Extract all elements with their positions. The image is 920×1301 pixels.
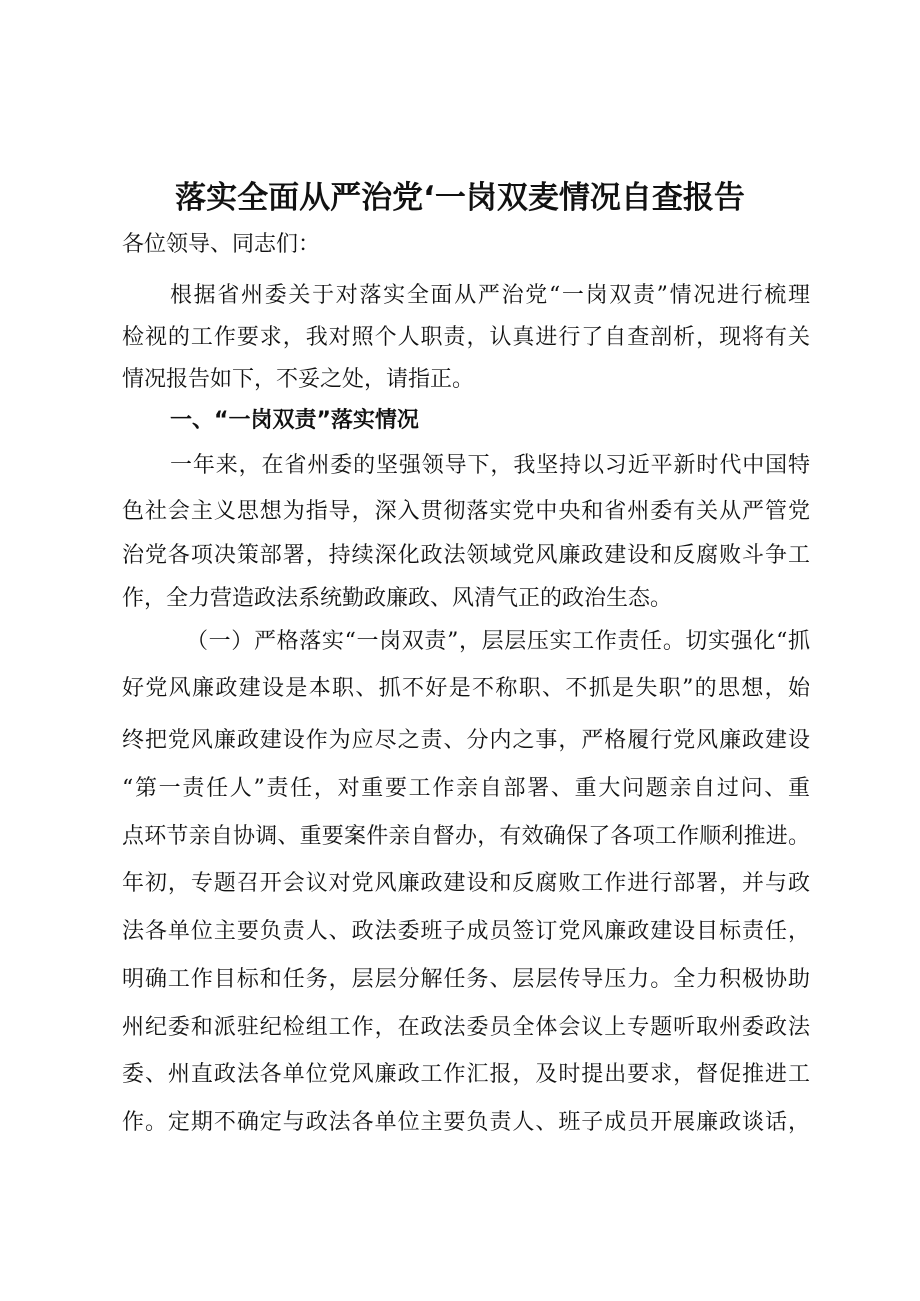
subsection-line-4: “第一责任人”责任，对重要工作亲自部署、重大问题亲自过问、重 — [122, 776, 810, 801]
intro-line-2: 检视的工作要求，我对照个人职责，认真进行了自查剖析，现将有关 — [122, 325, 810, 350]
subsection-line-3: 终把党风廉政建设作为应尽之责、分内之事，严格履行党风廉政建设 — [122, 728, 810, 753]
subsection-line-5: 点环节亲自协调、重要案件亲自督办，有效确保了各项工作顺利推进。 — [122, 824, 810, 849]
subsection-line-8: 明确工作目标和任务，层层分解任务、层层传导压力。全力积极协助 — [122, 967, 810, 992]
intro-line-3: 情况报告如下，不妥之处，请指正。 — [122, 367, 475, 392]
document-title: 落实全面从严治党‘一岗双麦情况自查报告 — [175, 180, 745, 216]
subsection-line-11: 作。定期不确定与政法各单位主要负责人、班子成员开展廉政谈话， — [122, 1110, 810, 1135]
section-paragraph-line-3: 治党各项决策部署，持续深化政法领域党风廉政建设和反腐败斗争工 — [122, 543, 810, 568]
subsection-line-10: 委、州直政法各单位党风廉政工作汇报，及时提出要求，督促推进工 — [122, 1062, 810, 1087]
subsection-line-1: （一）严格落实“一岗双责”，层层压实工作责任。切实强化“抓 — [186, 629, 810, 654]
subsection-line-9: 州纪委和派驻纪检组工作，在政法委员全体会议上专题听取州委政法 — [122, 1015, 810, 1040]
section-paragraph-line-4: 作，全力营造政法系统勤政廉政、风清气正的政治生态。 — [122, 586, 673, 611]
section-heading: 一、“一岗双责”落实情况 — [170, 408, 419, 433]
salutation: 各位领导、同志们： — [122, 232, 321, 257]
section-paragraph-line-1: 一年来，在省州委的坚强领导下，我坚持以习近平新时代中国特 — [170, 453, 810, 478]
subsection-line-2: 好党风廉政建设是本职、抓不好是不称职、不抓是失职”的思想，始 — [122, 676, 810, 701]
section-paragraph-line-2: 色社会主义思想为指导，深入贯彻落实党中央和省州委有关从严管党 — [122, 499, 810, 524]
subsection-line-6: 年初，专题召开会议对党风廉政建设和反腐败工作进行部署，并与政 — [122, 871, 810, 896]
intro-line-1: 根据省州委关于对落实全面从严治党“一岗双责”情况进行梳理 — [170, 283, 810, 308]
subsection-line-7: 法各单位主要负责人、政法委班子成员签订党风廉政建设目标责任， — [122, 919, 810, 944]
